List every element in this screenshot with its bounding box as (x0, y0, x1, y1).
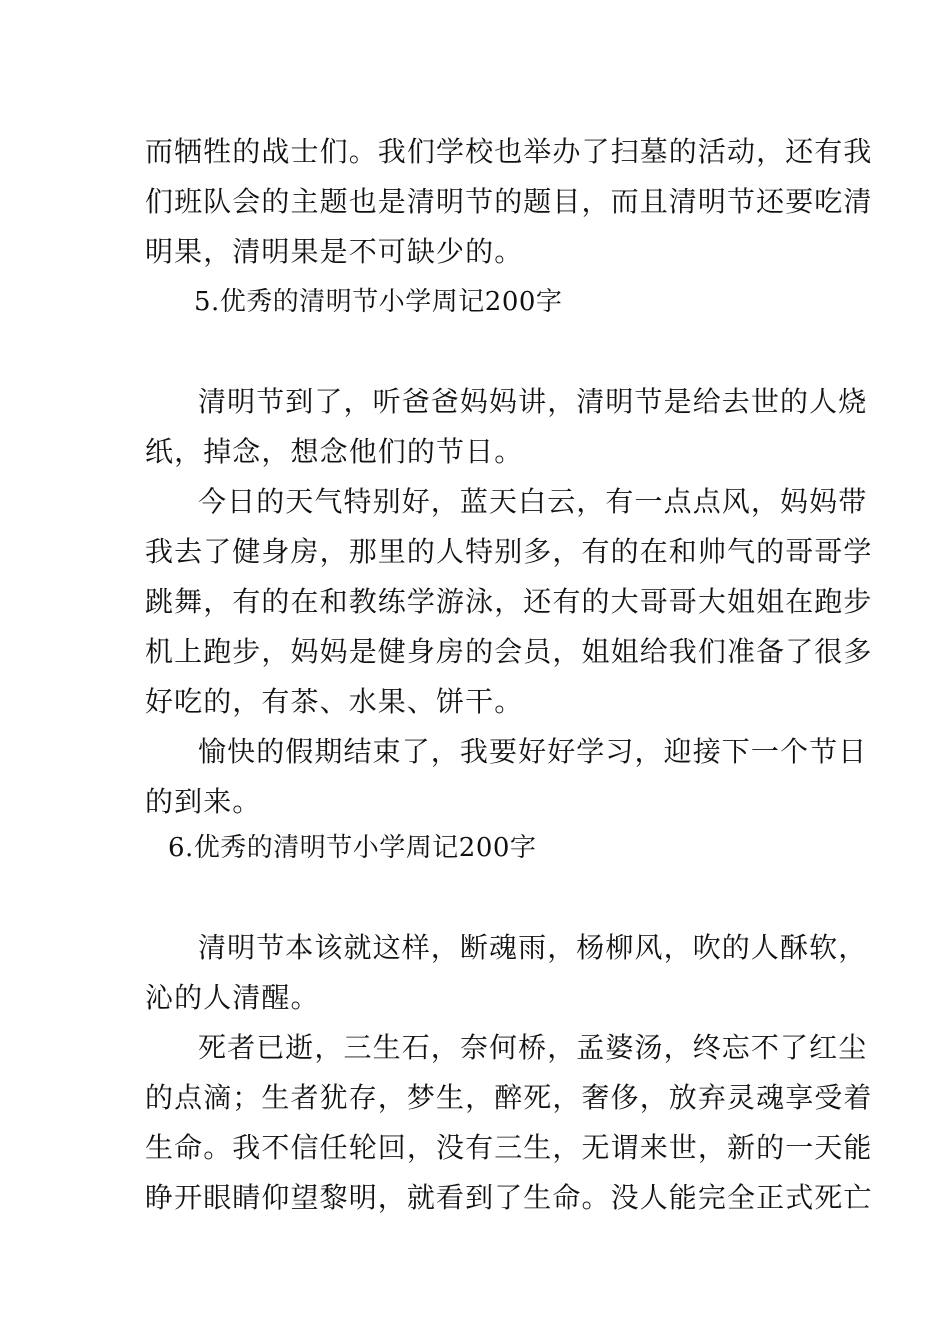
section-5-paragraph-3-line: 的到来。 (145, 785, 262, 818)
section-5-paragraph-2-line: 跳舞，有的在和教练学游泳，还有的大哥哥大姐姐在跑步 (145, 585, 873, 618)
intro-line: 们班队会的主题也是清明节的题目，而且清明节还要吃清 (145, 185, 873, 218)
intro-line: 而牺牲的战士们。我们学校也举办了扫墓的活动，还有我 (145, 135, 873, 168)
section-6-heading: 6.优秀的清明节小学周记200字 (168, 833, 537, 863)
section-5-paragraph-1-line: 清明节到了，听爸爸妈妈讲，清明节是给去世的人烧 (198, 385, 868, 418)
section-5-paragraph-1-line: 纸，掉念，想念他们的节日。 (145, 435, 524, 468)
intro-line: 明果，清明果是不可缺少的。 (145, 235, 524, 268)
section-5-paragraph-2-line: 今日的天气特别好，蓝天白云，有一点点风，妈妈带 (198, 485, 868, 518)
section-6-paragraph-1-line: 清明节本该就这样，断魂雨，杨柳风，吹的人酥软， (198, 931, 868, 964)
section-5-paragraph-2-line: 我去了健身房，那里的人特别多，有的在和帅气的哥哥学 (145, 535, 873, 568)
section-5-paragraph-2-line: 机上跑步，妈妈是健身房的会员，姐姐给我们准备了很多 (145, 635, 873, 668)
section-5-heading: 5.优秀的清明节小学周记200字 (194, 287, 563, 317)
section-6-paragraph-2-line: 死者已逝，三生石，奈何桥，孟婆汤，终忘不了红尘 (198, 1031, 868, 1064)
section-5-paragraph-3-line: 愉快的假期结束了，我要好好学习，迎接下一个节日 (198, 735, 868, 768)
section-6-paragraph-2-line: 生命。我不信任轮回，没有三生，无谓来世，新的一天能 (145, 1131, 873, 1164)
section-6-paragraph-2-line: 睁开眼睛仰望黎明，就看到了生命。没人能完全正式死亡 (145, 1181, 873, 1214)
section-6-paragraph-2-line: 的点滴；生者犹存，梦生，醉死，奢侈，放弃灵魂享受着 (145, 1081, 873, 1114)
section-6-paragraph-1-line: 沁的人清醒。 (145, 981, 320, 1014)
section-5-paragraph-2-line: 好吃的，有茶、水果、饼干。 (145, 685, 524, 718)
